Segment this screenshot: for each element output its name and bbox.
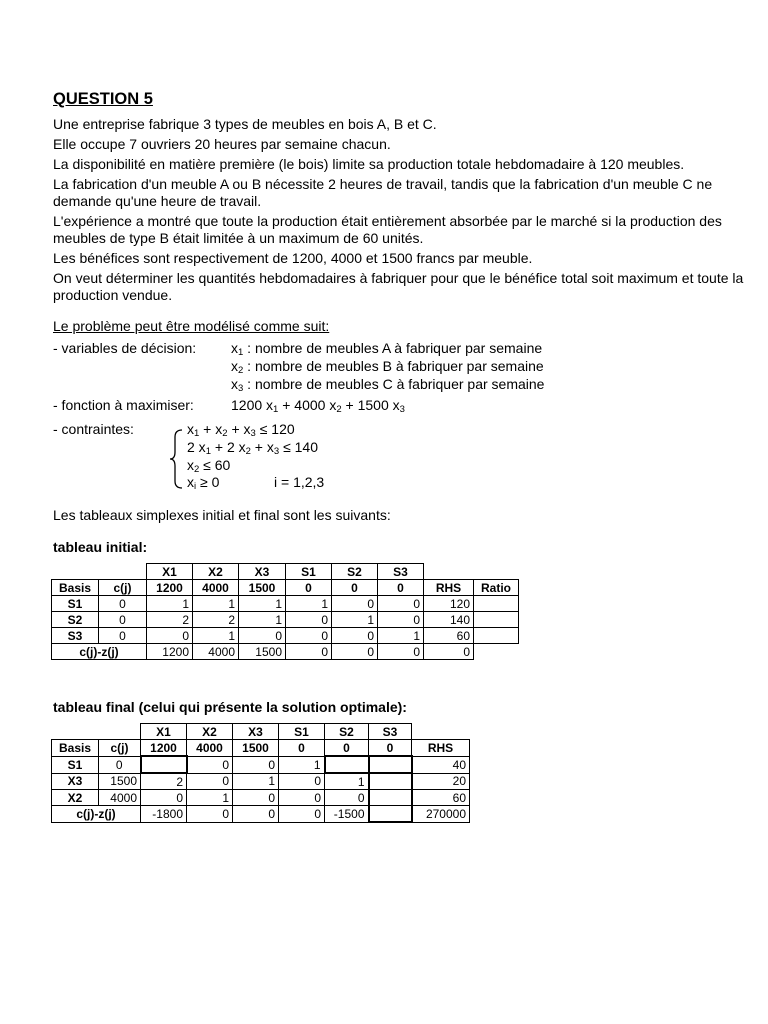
czj-cell: 1200 xyxy=(147,644,193,660)
cj-value: 1200 xyxy=(147,580,193,596)
cj-cell: 0 xyxy=(99,756,141,773)
blank-answer-cell xyxy=(369,790,412,806)
czj-cell: 4000 xyxy=(193,644,239,660)
coef-cell: 0 xyxy=(239,628,286,644)
cj-cell: 0 xyxy=(99,596,147,612)
intro-paragraph: La disponibilité en matière première (le bois) limite sa production totale hebdomadaire à 120 meubles. xyxy=(53,156,685,172)
table-row xyxy=(52,644,519,660)
cj-cell: 0 xyxy=(99,612,147,628)
czj-rhs-cell: 270000 xyxy=(412,806,470,823)
coef-cell: 0 xyxy=(187,773,233,790)
constraint-wood: $x_1 + x_2 + x_3 \le 120$ xyxy=(187,421,295,439)
final-tableau-caption: tableau final (celui qui présente la solution optimale): xyxy=(53,699,407,715)
column-header: X1 xyxy=(147,564,193,580)
czj-cell: 0 xyxy=(286,644,332,660)
column-header: X1 xyxy=(141,724,187,740)
final-tableau xyxy=(51,723,470,823)
intro-paragraph: Les bénéfices sont respectivement de 1200, 4000 et 1500 francs par meuble. xyxy=(53,250,533,266)
table-row xyxy=(52,612,519,628)
coef-cell: 1 xyxy=(147,596,193,612)
objective-label: - fonction à maximiser: xyxy=(53,397,194,413)
coef-cell: 0 xyxy=(325,790,369,806)
czj-label: c(j)-z(j) xyxy=(52,806,141,823)
coef-cell: 1 xyxy=(325,773,369,790)
cj-value: 0 xyxy=(332,580,378,596)
table-row xyxy=(52,806,470,823)
basis-header: Basis xyxy=(52,580,99,596)
czj-cell: -1500 xyxy=(325,806,369,823)
coef-cell: 0 xyxy=(279,773,325,790)
czj-label: c(j)-z(j) xyxy=(52,644,147,660)
coef-cell: 1 xyxy=(187,790,233,806)
column-header: X2 xyxy=(193,564,239,580)
rhs-cell: 40 xyxy=(412,756,470,773)
table-row xyxy=(52,790,470,806)
table-row xyxy=(52,756,470,773)
cj-value: 0 xyxy=(325,740,369,757)
rhs-cell: 120 xyxy=(424,596,474,612)
table-row xyxy=(52,740,470,757)
constraint-nonnegativity: $x_i \ge 0$ xyxy=(187,474,220,492)
column-header: S1 xyxy=(286,564,332,580)
cj-value: 0 xyxy=(286,580,332,596)
rhs-cell: 60 xyxy=(412,790,470,806)
rhs-cell: 140 xyxy=(424,612,474,628)
cj-value: 1500 xyxy=(239,580,286,596)
problem-statement xyxy=(53,116,753,307)
basis-cell: S2 xyxy=(52,612,99,628)
model-heading: Le problème peut être modélisé comme suit: xyxy=(53,318,330,334)
initial-tableau xyxy=(51,563,519,660)
czj-cell: 0 xyxy=(332,644,378,660)
blank-answer-cell xyxy=(325,756,369,773)
constraint-market: $x_2 \le 60$ xyxy=(187,457,231,475)
table-row xyxy=(52,564,519,580)
blank-answer-cell xyxy=(369,756,412,773)
cj-cell: 1500 xyxy=(99,773,141,790)
blank-answer-cell xyxy=(141,756,187,773)
coef-cell: 0 xyxy=(141,790,187,806)
coef-cell: 0 xyxy=(286,628,332,644)
cj-cell: 0 xyxy=(99,628,147,644)
czj-cell: 1500 xyxy=(239,644,286,660)
basis-cell: S1 xyxy=(52,596,99,612)
coef-cell: 2 xyxy=(193,612,239,628)
coef-cell: 1 xyxy=(239,596,286,612)
initial-tableau-caption: tableau initial: xyxy=(53,539,148,555)
rhs-header: RHS xyxy=(412,740,470,757)
czj-cell: -1800 xyxy=(141,806,187,823)
cj-value: 0 xyxy=(279,740,325,757)
column-header: X3 xyxy=(239,564,286,580)
table-row xyxy=(52,724,470,740)
cj-cell: 4000 xyxy=(99,790,141,806)
coef-cell: 1 xyxy=(332,612,378,628)
rhs-header: RHS xyxy=(424,580,474,596)
basis-cell: X3 xyxy=(52,773,99,790)
coef-cell: 0 xyxy=(286,612,332,628)
column-header: S3 xyxy=(369,724,412,740)
coef-cell: 1 xyxy=(279,756,325,773)
coef-cell: 0 xyxy=(332,596,378,612)
table-row xyxy=(52,580,519,596)
constraint-labor: 2 $x_1 + 2$ $x_2 + x_3 \le 140$ xyxy=(187,439,319,457)
coef-cell: 2 xyxy=(141,773,187,790)
cj-value: 0 xyxy=(378,580,424,596)
coef-cell: 0 xyxy=(187,756,233,773)
coef-cell: 0 xyxy=(233,790,279,806)
basis-cell: S3 xyxy=(52,628,99,644)
czj-cell: 0 xyxy=(233,806,279,823)
ratio-cell xyxy=(474,628,519,644)
coef-cell: 0 xyxy=(147,628,193,644)
ratio-cell xyxy=(474,612,519,628)
coef-cell: 0 xyxy=(332,628,378,644)
column-header: S1 xyxy=(279,724,325,740)
cj-value: 4000 xyxy=(193,580,239,596)
cj-value: 1500 xyxy=(233,740,279,757)
table-row xyxy=(52,773,470,790)
basis-cell: X2 xyxy=(52,790,99,806)
column-header: S2 xyxy=(332,564,378,580)
column-header: S3 xyxy=(378,564,424,580)
czj-cell: 0 xyxy=(378,644,424,660)
rhs-cell: 20 xyxy=(412,773,470,790)
coef-cell: 0 xyxy=(378,596,424,612)
table-row xyxy=(52,596,519,612)
column-header: X2 xyxy=(187,724,233,740)
coef-cell: 0 xyxy=(378,612,424,628)
cj-header: c(j) xyxy=(99,740,141,757)
ratio-cell xyxy=(474,596,519,612)
rhs-cell: 60 xyxy=(424,628,474,644)
intro-paragraph: L'expérience a montré que toute la production était entièrement absorbée par le marché si la production des meubles de type B était limitée à un maximum de 60 unités. xyxy=(53,213,722,246)
cj-value: 0 xyxy=(369,740,412,757)
variable-x1: $x_1$ : nombre de meubles A à fabriquer par semaine xyxy=(231,340,543,358)
cj-value: 1200 xyxy=(141,740,187,757)
czj-rhs-cell: 0 xyxy=(424,644,474,660)
objective-function: 1200 $x_1 + 4000$ $x_2 + 1500$ $x_3$ xyxy=(231,397,405,415)
coef-cell: 2 xyxy=(147,612,193,628)
coef-cell: 1 xyxy=(233,773,279,790)
czj-cell: 0 xyxy=(279,806,325,823)
coef-cell: 0 xyxy=(279,790,325,806)
coef-cell: 1 xyxy=(193,628,239,644)
variables-label: - variables de décision: xyxy=(53,340,197,356)
coef-cell: 1 xyxy=(193,596,239,612)
constraints-label: - contraintes: xyxy=(53,421,134,437)
table-row xyxy=(52,628,519,644)
variable-x2: $x_2$ : nombre de meubles B à fabriquer par semaine xyxy=(231,358,544,376)
coef-cell: 0 xyxy=(233,756,279,773)
cj-value: 4000 xyxy=(187,740,233,757)
constraint-index-range: i = 1,2,3 xyxy=(274,474,325,490)
intro-paragraph: On veut déterminer les quantités hebdomadaires à fabriquer pour que le bénéfice total soit maximum et toute la production vendue. xyxy=(53,270,744,303)
blank-answer-cell xyxy=(369,806,412,823)
column-header: X3 xyxy=(233,724,279,740)
cj-header: c(j) xyxy=(99,580,147,596)
intro-paragraph: La fabrication d'un meuble A ou B nécessite 2 heures de travail, tandis que la fabrication d'un meuble C ne demande qu'une heure de travail. xyxy=(53,176,713,209)
intro-paragraph: Elle occupe 7 ouvriers 20 heures par semaine chacun. xyxy=(53,136,391,152)
ratio-header: Ratio xyxy=(474,580,519,596)
question-title: QUESTION 5 xyxy=(53,90,153,108)
coef-cell: 1 xyxy=(378,628,424,644)
basis-cell: S1 xyxy=(52,756,99,773)
tables-intro: Les tableaux simplexes initial et final sont les suivants: xyxy=(53,507,391,523)
intro-paragraph: Une entreprise fabrique 3 types de meubles en bois A, B et C. xyxy=(53,116,437,132)
basis-header: Basis xyxy=(52,740,99,757)
column-header: S2 xyxy=(325,724,369,740)
coef-cell: 1 xyxy=(239,612,286,628)
coef-cell: 1 xyxy=(286,596,332,612)
czj-cell: 0 xyxy=(187,806,233,823)
blank-answer-cell xyxy=(369,773,412,790)
variable-x3: $x_3$ : nombre de meubles C à fabriquer par semaine xyxy=(231,376,545,394)
